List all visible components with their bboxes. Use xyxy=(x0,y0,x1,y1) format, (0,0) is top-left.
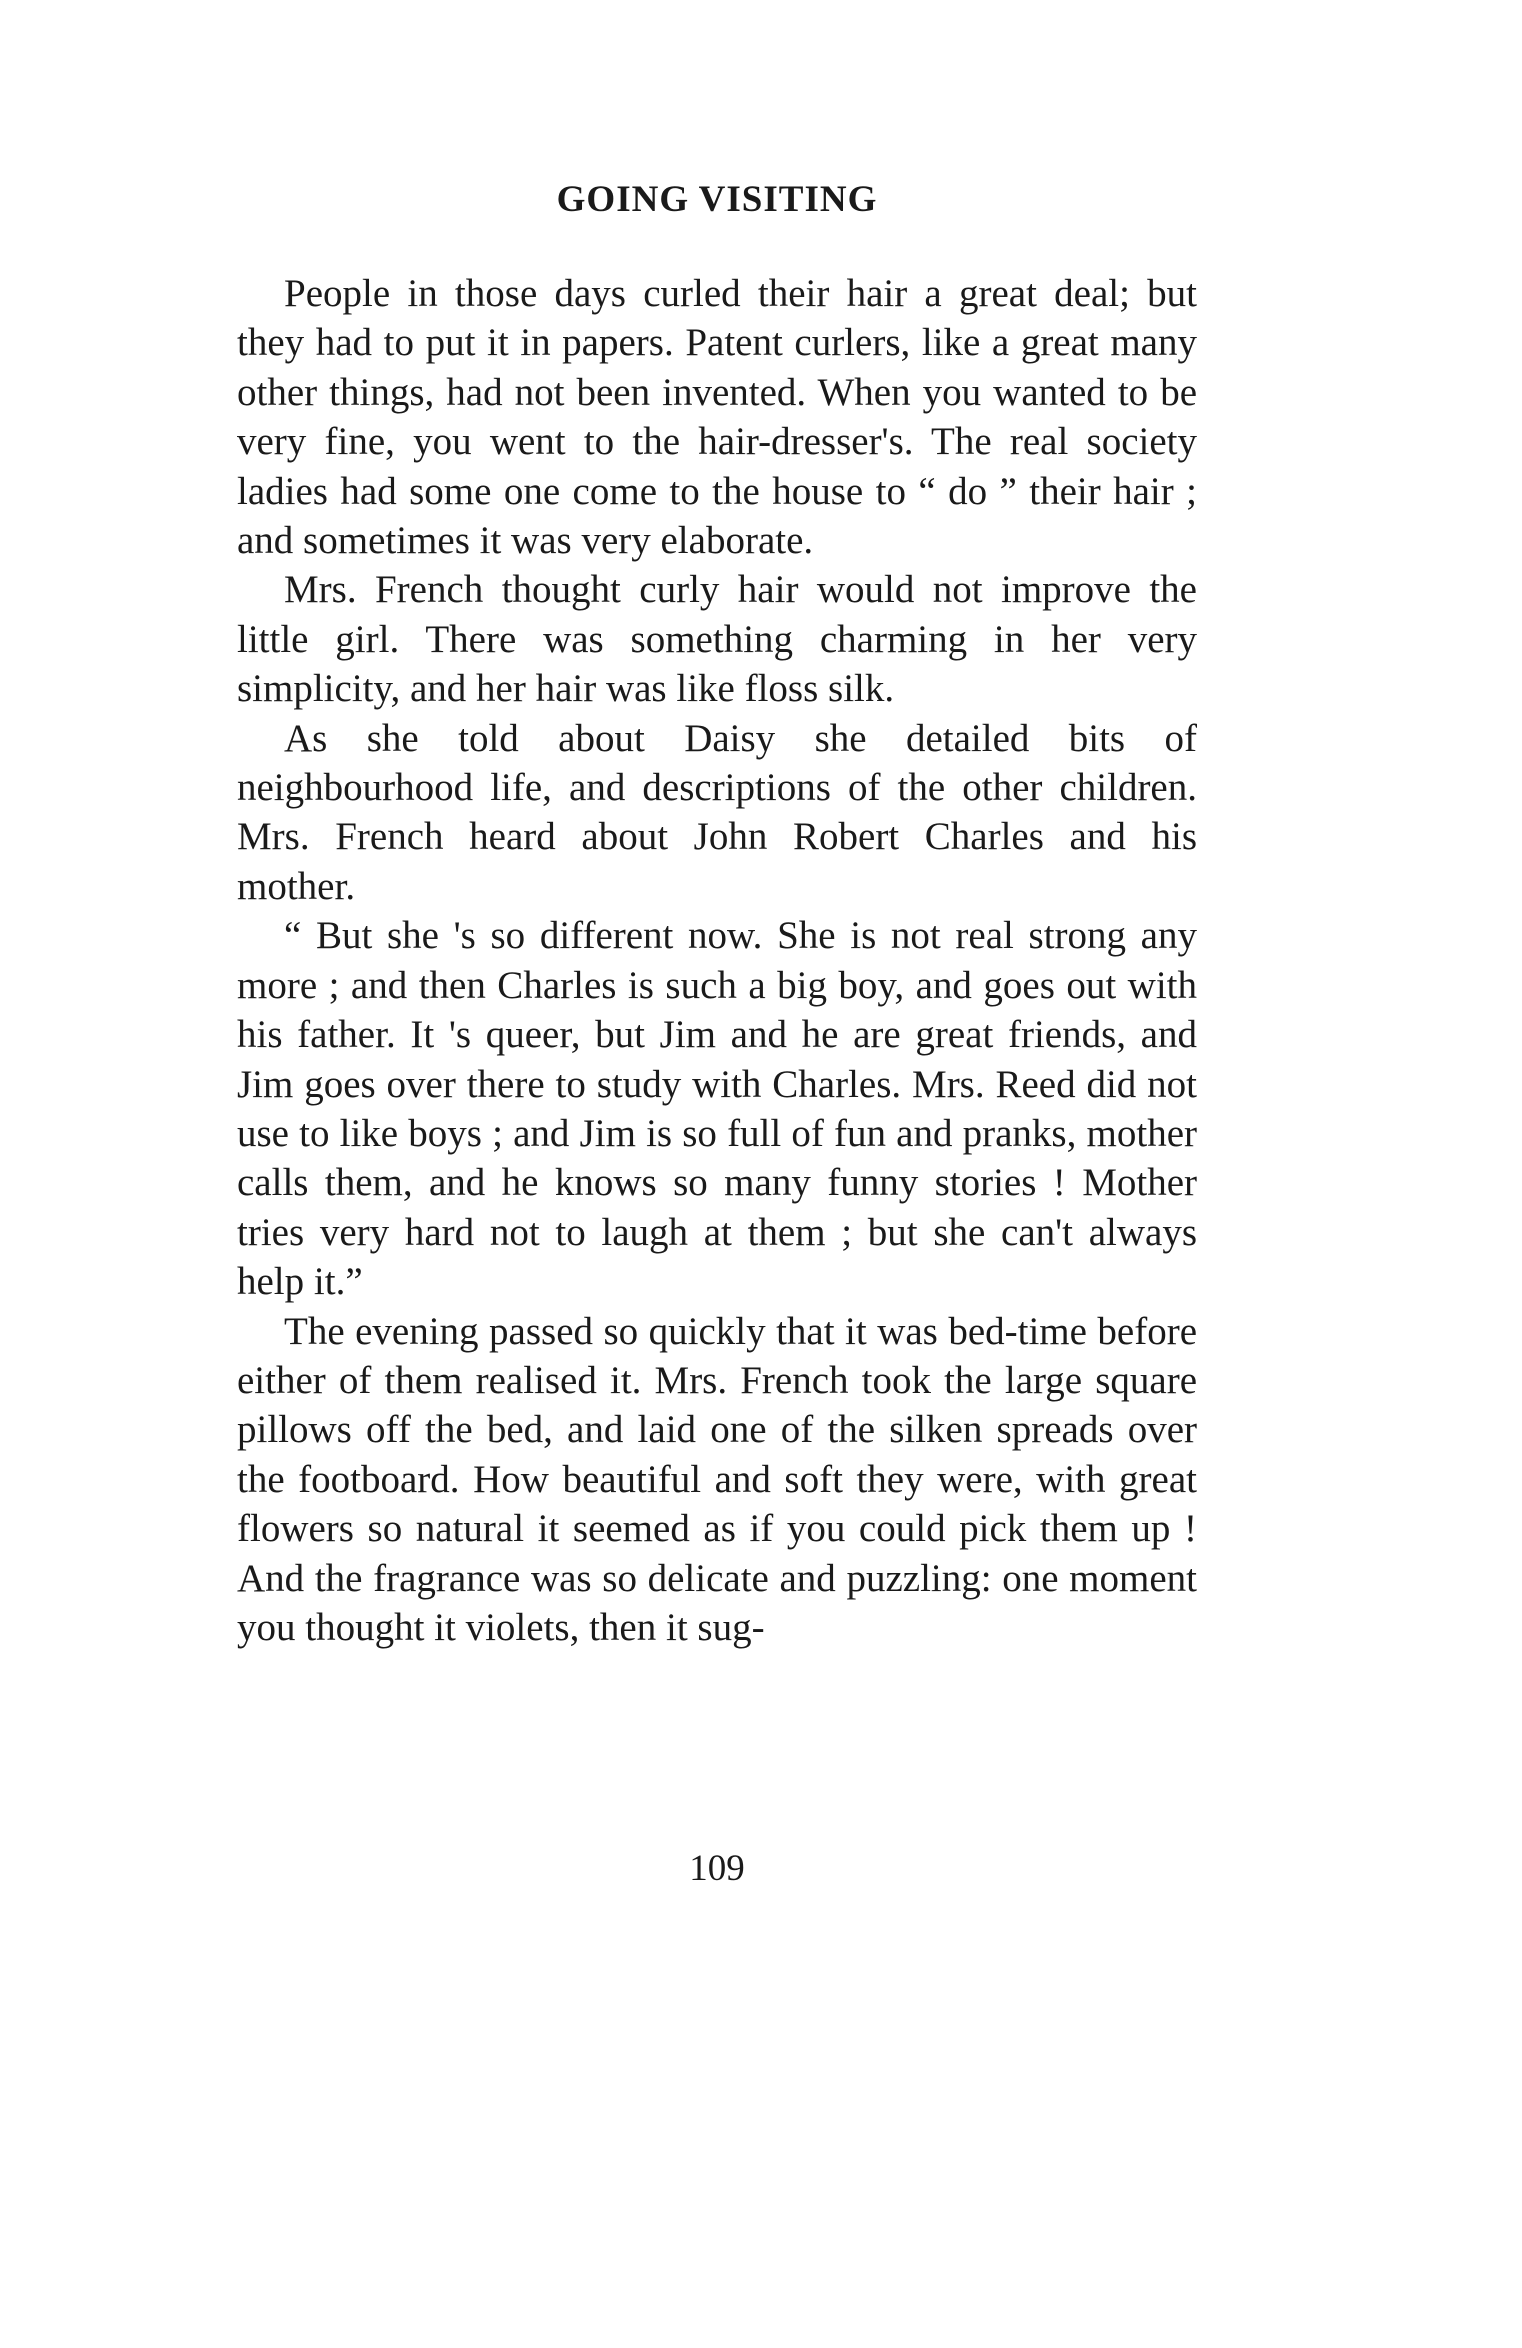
body-text xyxy=(237,269,1197,1652)
running-head: GOING VISITING xyxy=(556,179,878,220)
page-number: 109 xyxy=(689,1848,745,1889)
paragraph-5: The evening passed so quickly that it was bed-time before either of them realised it. Mrs. French took the large square pillows off the bed, and laid one of the silken spreads over the footboard. How beautiful and soft they were, with great flowers so natural it seemed as if you could pick them up ! And the fragrance was so delicate and puzzling: one moment you thought it violets, then it sug- xyxy=(237,1309,1197,1649)
paragraph-4: “ But she 's so different now. She is not real strong any more ; and then Charles is such a big boy, and goes out with his father. It 's queer, but Jim and he are great friends, and Jim goes over there to study with Charles. Mrs. Reed did not use to like boys ; and Jim is so full of fun and pranks, mother calls them, and he knows so many funny stories ! Mother tries very hard not to laugh at them ; but she can't always help it.” xyxy=(237,914,1197,1304)
paragraph-3: As she told about Daisy she detailed bits of neighbourhood life, and descriptions of the other children. Mrs. French heard about John Robert Charles and his mother. xyxy=(237,716,1197,908)
paragraph-2: Mrs. French thought curly hair would not improve the little girl. There was something charming in her very simplicity, and her hair was like floss silk. xyxy=(237,568,1197,711)
paragraph-1: People in those days curled their hair a great deal; but they had to put it in papers. Patent curlers, like a great many other things, had not been invented. When you wanted to be very fine, you went to the hair-dresser's. The real society ladies had some one come to the house to “ do ” their hair ; and sometimes it was very elaborate. xyxy=(237,272,1197,563)
